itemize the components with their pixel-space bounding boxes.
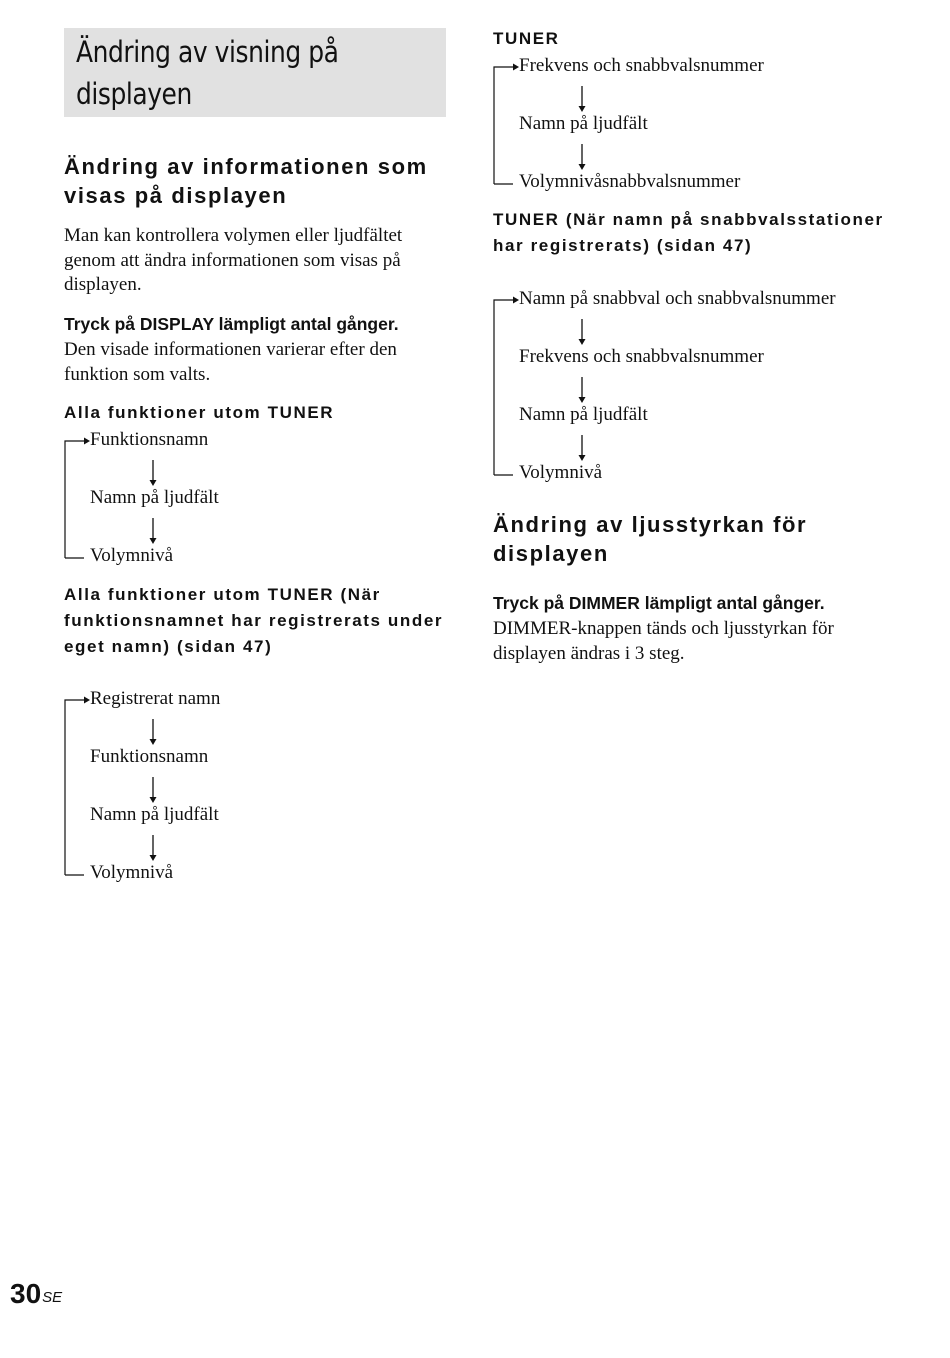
flow-step-2: Frekvens och snabbvalsnummer xyxy=(519,346,764,367)
flow-step-4: Volymnivå xyxy=(519,462,603,483)
flow-step-1: Funktionsnamn xyxy=(90,429,209,450)
section-intro-text: Man kan kontrollera volymen eller ljudfältet genom att ändra informationen som visas på displayen. xyxy=(64,225,403,295)
page-title: Ändring av visning på displayen xyxy=(76,35,339,111)
flow-heading-tuner: TUNER xyxy=(493,29,560,48)
dimmer-instruction: Tryck på DIMMER lämpligt antal gånger. xyxy=(493,593,825,613)
page-title-box xyxy=(64,28,446,117)
flow-step-3: Namn på ljudfält xyxy=(519,404,648,425)
page-language-suffix: SE xyxy=(42,1289,63,1306)
flow-step-1: Frekvens och snabbvalsnummer xyxy=(519,55,764,76)
flow-heading-all-except-tuner-named: Alla funktioner utom TUNER (När funktionsnamnet har registrerats under eget namn) (sidan 47) xyxy=(64,585,444,656)
flow-step-1: Registrerat namn xyxy=(90,688,221,709)
cycle-arrows xyxy=(493,288,853,488)
flow-step-1: Namn på snabbval och snabbvalsnummer xyxy=(519,288,836,309)
page-number-value: 30 xyxy=(10,1278,42,1309)
dimmer-instruction-description: DIMMER-knappen tänds och ljusstyrkan för displayen ändras i 3 steg. xyxy=(493,618,834,664)
flow-step-2: Namn på ljudfält xyxy=(90,487,219,508)
flow-heading-tuner-named: TUNER (När namn på snabbvalsstationer har registrerats) (sidan 47) xyxy=(493,210,884,255)
flow-heading-all-except-tuner: Alla funktioner utom TUNER xyxy=(64,403,335,422)
flow-step-3: Volymnivåsnabbvalsnummer xyxy=(519,171,741,192)
flow-step-3: Volymnivå xyxy=(90,545,174,566)
flow-step-2: Funktionsnamn xyxy=(90,746,209,767)
section-heading-brightness: Ändring av ljusstyrkan för displayen xyxy=(493,512,808,566)
display-instruction-description: Den visade informationen varierar efter den funktion som valts. xyxy=(64,339,397,385)
display-instruction: Tryck på DISPLAY lämpligt antal gånger. xyxy=(64,314,399,334)
flow-step-3: Namn på ljudfält xyxy=(90,804,219,825)
flow-step-2: Namn på ljudfält xyxy=(519,113,648,134)
page-number xyxy=(10,1276,62,1312)
flow-step-4: Volymnivå xyxy=(90,862,174,883)
cycle-arrows xyxy=(64,688,254,888)
section-heading-information: Ändring av informationen som visas på displayen xyxy=(64,154,428,208)
